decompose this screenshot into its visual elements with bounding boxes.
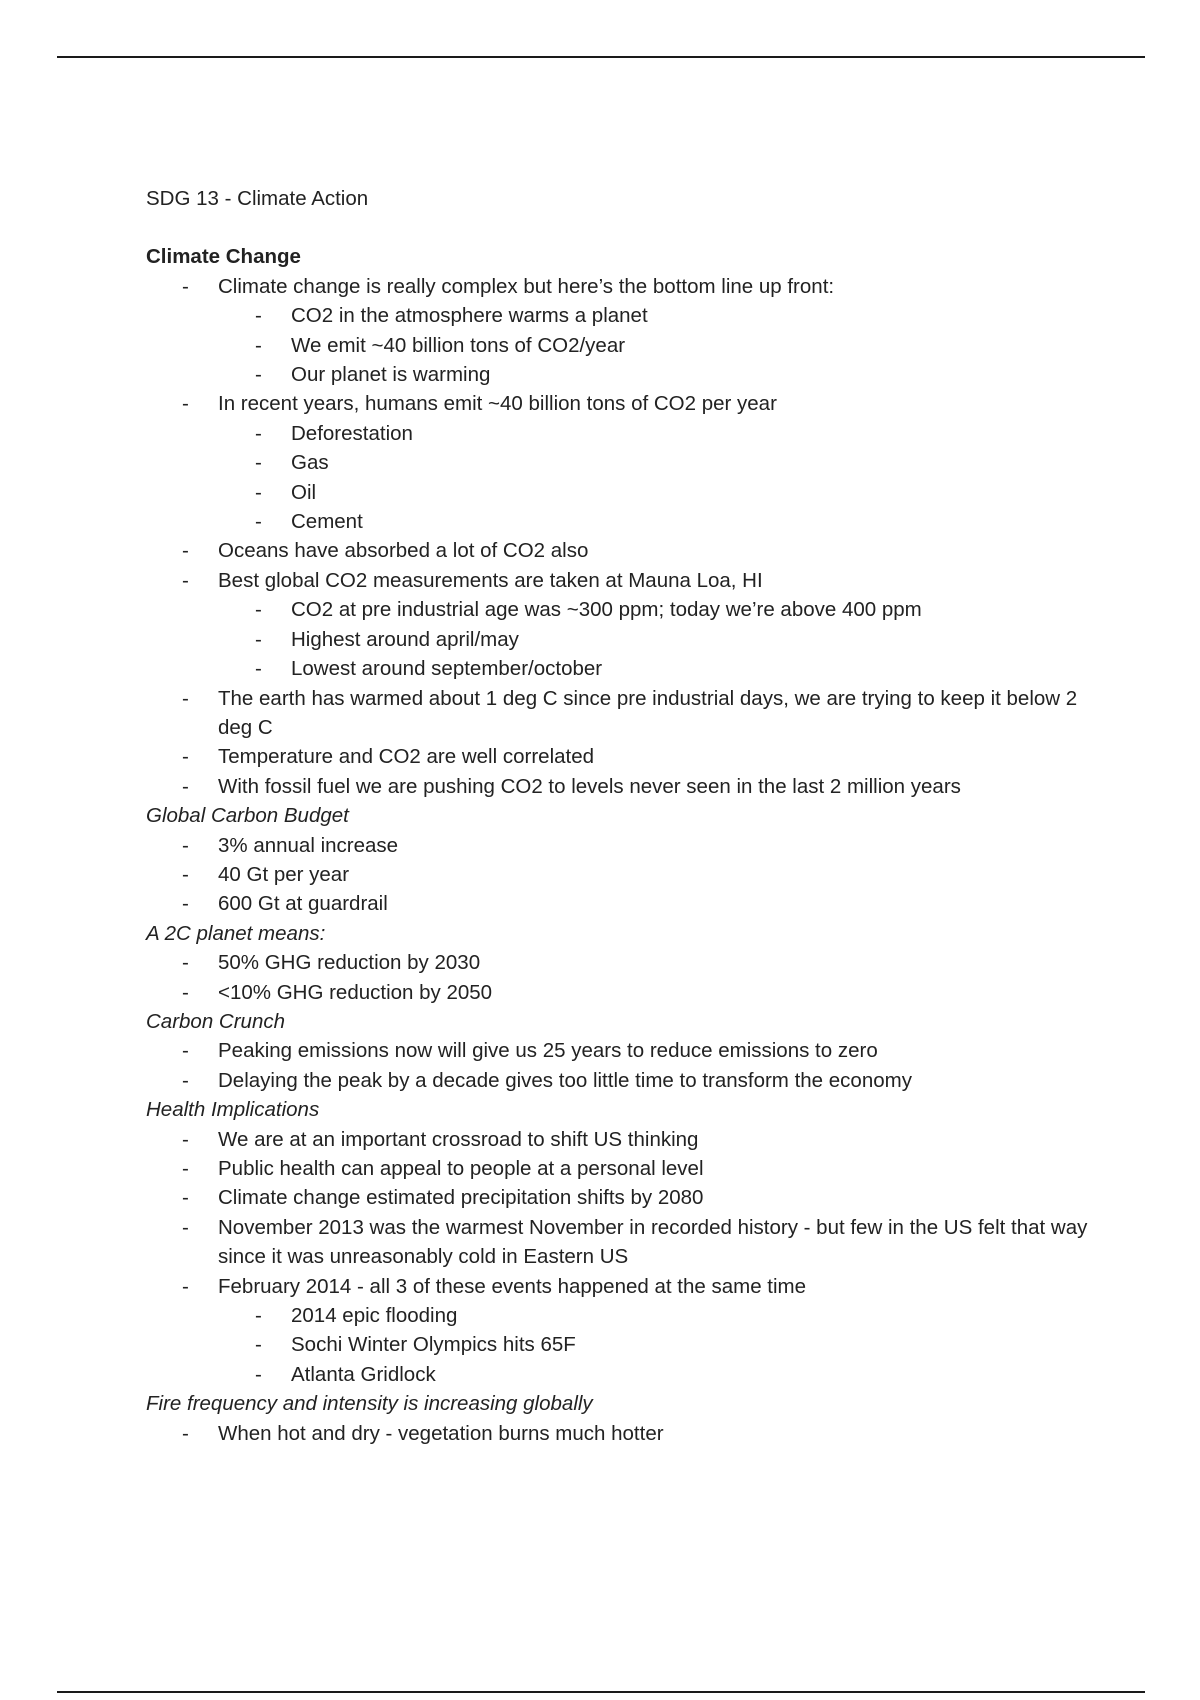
list-item (146, 272, 1096, 301)
sub-list-item (146, 301, 1096, 330)
list-item-text: In recent years, humans emit ~40 billion tons of CO2 per year (218, 392, 777, 416)
bullet-dash: - (182, 1039, 189, 1063)
bullet-dash: - (255, 480, 262, 504)
list-item (146, 1183, 1096, 1212)
list-item (146, 1272, 1096, 1301)
list-item (146, 536, 1096, 565)
bullet-list (146, 948, 1096, 1007)
list-item-text: 3% annual increase (218, 833, 399, 857)
bullet-dash: - (182, 392, 189, 416)
list-item (146, 831, 1096, 860)
bullet-dash: - (182, 568, 189, 592)
bullet-dash: - (182, 1157, 189, 1180)
sub-list-item (146, 595, 1096, 624)
list-item (146, 1125, 1096, 1154)
sections-container (146, 242, 1096, 1448)
list-item-text: 600 Gt at guardrail (218, 892, 388, 916)
sub-list-item-text: Our planet is warming (291, 363, 491, 387)
sub-list-item (146, 331, 1096, 360)
document-title: SDG 13 - Climate Action (146, 187, 369, 210)
list-item-text: Best global CO2 measurements are taken at Mauna Loa, HI (218, 568, 763, 592)
bullet-dash: - (255, 510, 262, 534)
bullet-dash: - (182, 1127, 189, 1151)
bullet-dash: - (255, 451, 262, 475)
list-item (146, 948, 1096, 977)
bullet-dash: - (182, 892, 189, 916)
section-heading: Fire frequency and intensity is increasing globally (146, 1392, 593, 1416)
list-item-text: Peaking emissions now will give us 25 years to reduce emissions to zero (218, 1039, 878, 1063)
list-item-text: November 2013 was the warmest November in recorded history - but few in the US felt that way since it was unreasonably cold in Eastern US (218, 1215, 1088, 1269)
sub-list-item-text: Gas (291, 451, 329, 475)
sub-list-item (146, 1330, 1096, 1359)
bullet-dash: - (182, 1274, 189, 1298)
bullet-list (146, 831, 1096, 919)
sub-list-item-text: CO2 in the atmosphere warms a planet (291, 304, 648, 328)
bullet-dash: - (182, 1421, 189, 1445)
list-item (146, 772, 1096, 801)
bullet-list (146, 272, 1096, 801)
sub-list-item (146, 419, 1096, 448)
bullet-dash: - (182, 1186, 189, 1210)
sub-list-item-text: Deforestation (291, 421, 413, 445)
section-heading: Global Carbon Budget (146, 804, 349, 828)
sub-list-item-text: Sochi Winter Olympics hits 65F (291, 1333, 576, 1357)
page-bottom-rule (57, 1691, 1145, 1693)
sub-list-item (146, 507, 1096, 536)
list-item-text: With fossil fuel we are pushing CO2 to levels never seen in the last 2 million years (218, 774, 961, 798)
section-heading: Carbon Crunch (146, 1009, 286, 1033)
bullet-dash: - (182, 980, 189, 1004)
bullet-dash: - (255, 304, 262, 328)
list-item (146, 1419, 1096, 1448)
bullet-dash: - (182, 1215, 189, 1239)
list-item (146, 1066, 1096, 1095)
bullet-dash: - (255, 657, 262, 681)
list-item (146, 742, 1096, 771)
bullet-dash: - (182, 833, 189, 857)
bullet-dash: - (255, 421, 262, 445)
sub-list-item (146, 625, 1096, 654)
list-item-text: Delaying the peak by a decade gives too little time to transform the economy (218, 1068, 912, 1092)
list-item-text: The earth has warmed about 1 deg C since pre industrial days, we are trying to keep it below 2 deg C (218, 686, 1078, 739)
section-heading: Climate Change (146, 245, 301, 269)
sub-list-item (146, 478, 1096, 507)
list-item-text: We are at an important crossroad to shift US thinking (218, 1127, 699, 1151)
list-item (146, 889, 1096, 918)
page-top-rule (57, 56, 1145, 58)
list-item-text: Climate change estimated precipitation shifts by 2080 (218, 1186, 704, 1210)
list-item-text: 50% GHG reduction by 2030 (218, 951, 481, 975)
list-item-text: Climate change is really complex but here’s the bottom line up front: (218, 274, 835, 298)
bullet-dash: - (182, 745, 189, 769)
sub-list-item-text: Lowest around september/october (291, 657, 603, 681)
bullet-dash: - (255, 363, 262, 387)
bullet-list (146, 1419, 1096, 1448)
section-heading: A 2C planet means: (146, 921, 326, 945)
sub-list-item-text: Highest around april/may (291, 627, 519, 651)
list-item (146, 1154, 1096, 1183)
bullet-dash: - (182, 1068, 189, 1092)
bullet-dash: - (255, 598, 262, 622)
bullet-list (146, 1125, 1096, 1390)
list-item (146, 1036, 1096, 1065)
bullet-dash: - (255, 1304, 262, 1328)
sub-list-item (146, 448, 1096, 477)
sub-list-item-text: Atlanta Gridlock (291, 1362, 436, 1386)
sub-list-item-text: We emit ~40 billion tons of CO2/year (291, 333, 626, 357)
list-item-text: When hot and dry - vegetation burns much hotter (218, 1421, 664, 1445)
list-item (146, 389, 1096, 418)
bullet-list (146, 1036, 1096, 1095)
list-item-text: 40 Gt per year (218, 862, 350, 886)
bullet-dash: - (182, 686, 189, 710)
section-heading: Health Implications (146, 1098, 320, 1122)
bullet-dash: - (255, 627, 262, 651)
list-item (146, 566, 1096, 595)
list-item (146, 1213, 1096, 1272)
bullet-dash: - (182, 774, 189, 798)
list-item-text: February 2014 - all 3 of these events happened at the same time (218, 1274, 807, 1298)
list-item-text: <10% GHG reduction by 2050 (218, 980, 493, 1004)
list-item (146, 684, 1096, 743)
list-item (146, 978, 1096, 1007)
sub-list-item-text: CO2 at pre industrial age was ~300 ppm; today we’re above 400 ppm (291, 598, 922, 622)
bullet-dash: - (255, 1333, 262, 1357)
bullet-dash: - (182, 862, 189, 886)
list-item-text: Public health can appeal to people at a personal level (218, 1157, 704, 1180)
list-item-text: Temperature and CO2 are well correlated (218, 745, 595, 769)
sub-list-item (146, 1360, 1096, 1389)
sub-list-item-text: Oil (291, 480, 317, 504)
sub-list-item-text: Cement (291, 510, 363, 534)
bullet-dash: - (182, 274, 189, 298)
sub-list-item (146, 1301, 1096, 1330)
sub-list-item-text: 2014 epic flooding (291, 1304, 458, 1328)
list-item (146, 860, 1096, 889)
bullet-dash: - (255, 333, 262, 357)
bullet-dash: - (182, 539, 189, 563)
sub-list-item (146, 360, 1096, 389)
sub-list-item (146, 654, 1096, 683)
list-item-text: Oceans have absorbed a lot of CO2 also (218, 539, 589, 563)
bullet-dash: - (255, 1362, 262, 1386)
document-body (146, 184, 1096, 1448)
bullet-dash: - (182, 951, 189, 975)
